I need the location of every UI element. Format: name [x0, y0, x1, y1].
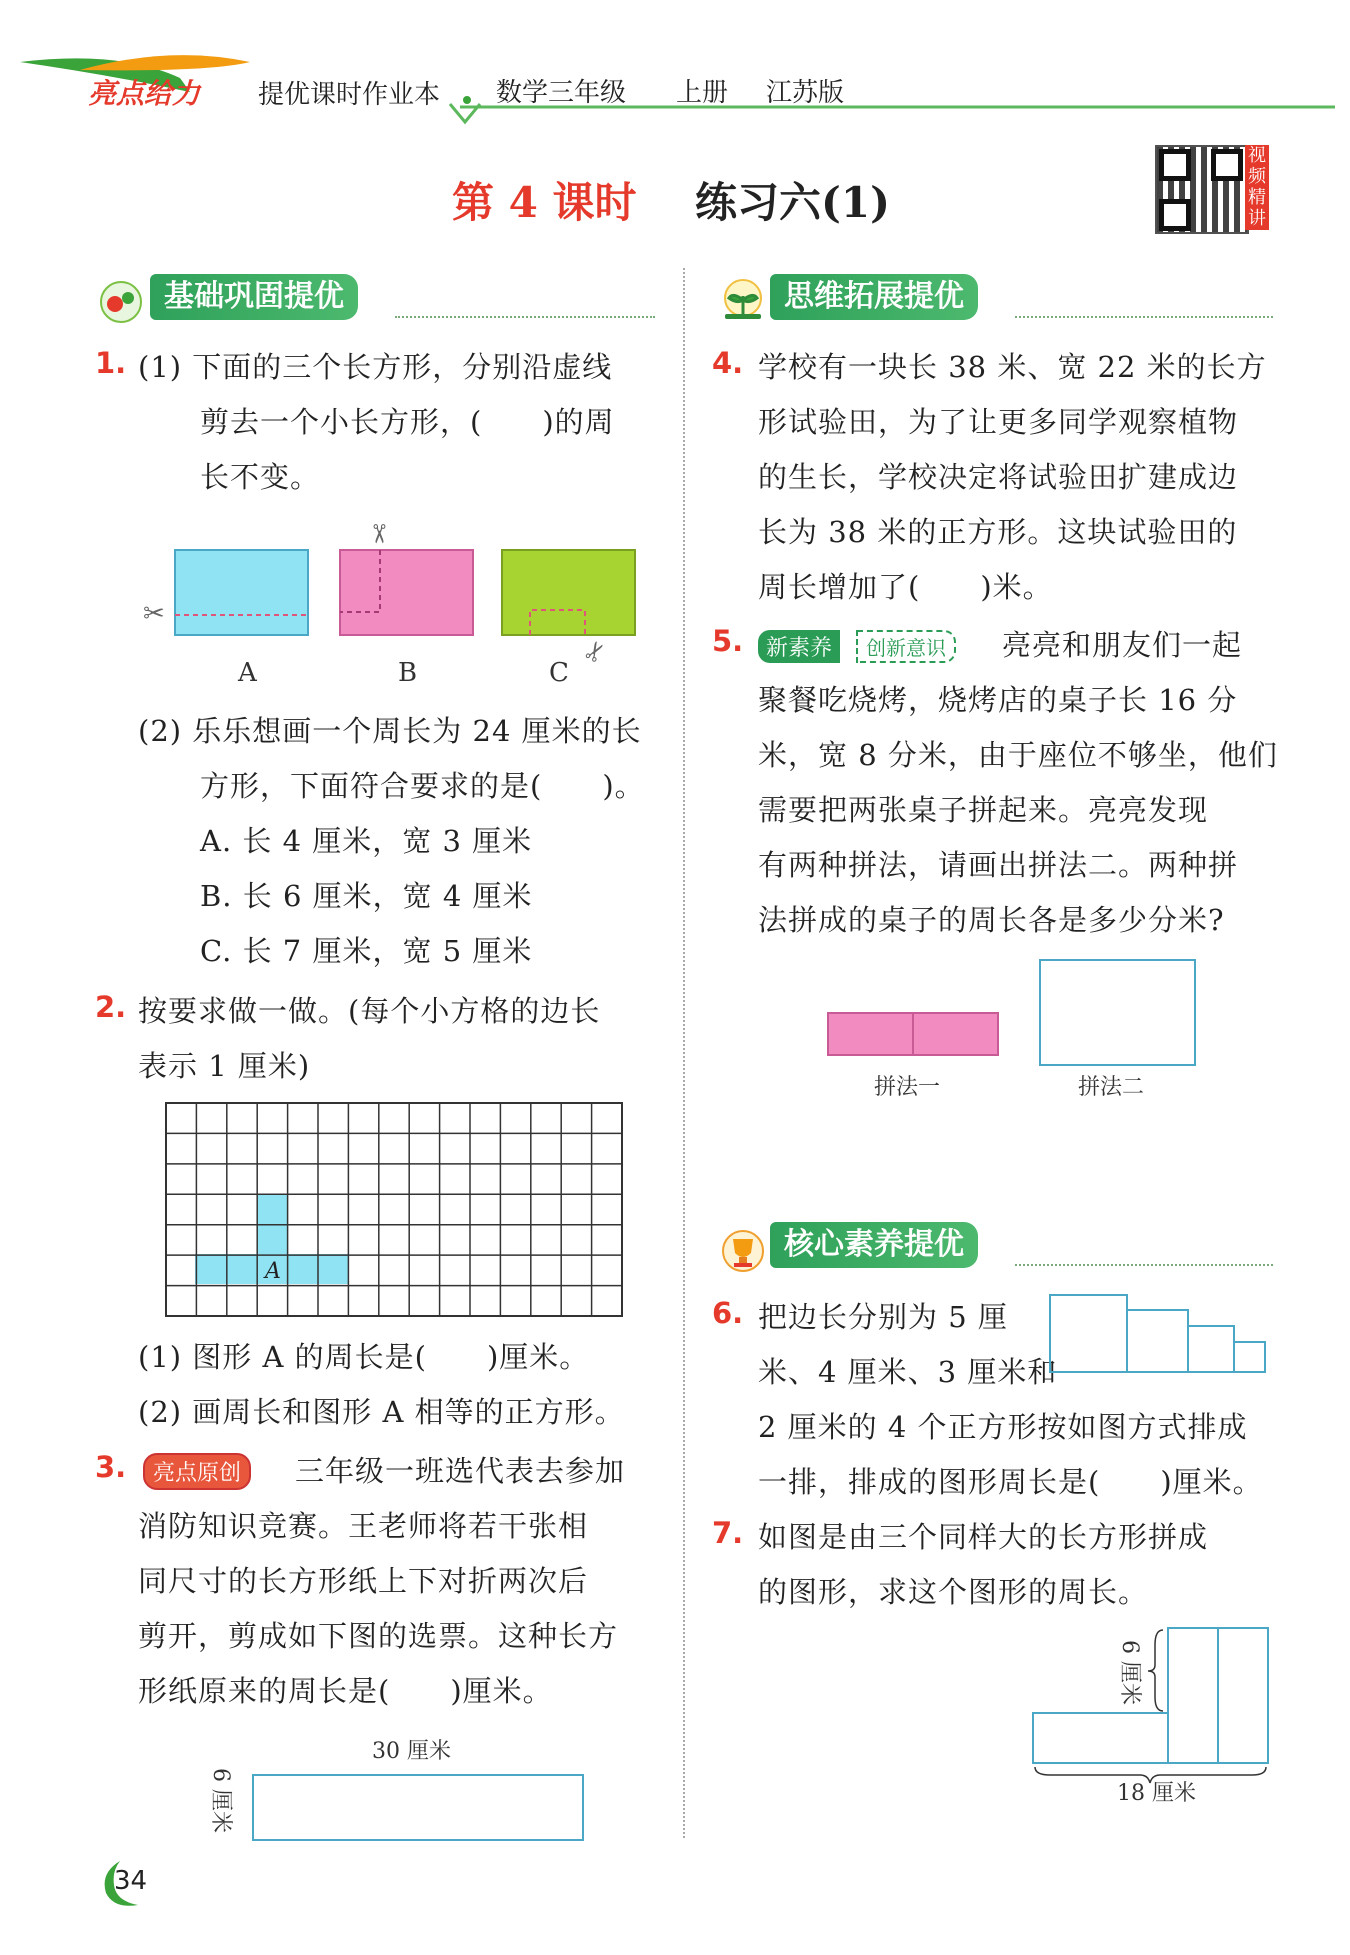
- rect-vertical-1: [1168, 1628, 1218, 1763]
- q1-option-c[interactable]: C. 长 7 厘米，宽 5 厘米: [200, 934, 533, 968]
- q4-line2: 形试验田，为了让更多同学观察植物: [758, 405, 1239, 439]
- q6-line1: 把边长分别为 5 厘: [758, 1300, 1008, 1334]
- q5-innovation-tag: 创新意识: [856, 630, 956, 663]
- label-b: B: [398, 658, 418, 688]
- page-title: 练习六(1): [695, 178, 890, 227]
- gear-icon: [95, 276, 147, 324]
- q1-part1-line2: 剪去一个小长方形，( )的周: [200, 405, 615, 439]
- table-1: [828, 1013, 913, 1055]
- section-basic-underline: [395, 316, 655, 318]
- q2-line1: 按要求做一做。(每个小方格的边长: [138, 994, 601, 1028]
- rect-horizontal: [1033, 1713, 1168, 1763]
- q1-part2-line1: (2) 乐乐想画一个周长为 24 厘米的长: [138, 714, 642, 748]
- q1-option-b[interactable]: B. 长 6 厘米，宽 4 厘米: [200, 879, 533, 913]
- q6-number: 6.: [712, 1296, 744, 1330]
- header-brand: 亮点给力: [88, 77, 201, 110]
- section-thinking-title: 思维拓展提优: [770, 274, 978, 320]
- q4-line4: 长为 38 米的正方形。这块试验田的: [758, 515, 1238, 549]
- q5-number: 5.: [712, 624, 744, 658]
- q5-caption-1: 拼法一: [874, 1075, 941, 1100]
- square-5: [1050, 1295, 1127, 1372]
- q5-line6: 法拼成的桌子的周长各是多少分米?: [758, 903, 1225, 937]
- q2-number: 2.: [95, 990, 127, 1024]
- rect-b: [340, 550, 473, 635]
- q3-height-label: 6 厘米: [208, 1768, 233, 1833]
- q4-line3: 的生长，学校决定将试验田扩建成边: [758, 460, 1239, 494]
- q3-line4: 剪开，剪成如下图的选票。这种长方: [138, 1619, 619, 1653]
- header-bar: [0, 0, 1350, 130]
- qr-video-label: 视频精讲: [1245, 145, 1269, 230]
- q4-line1: 学校有一块长 38 米、宽 22 米的长方: [758, 350, 1267, 384]
- square-4: [1127, 1310, 1188, 1372]
- q6-squares-figure: [1048, 1292, 1274, 1376]
- scissors-a-icon: ✂: [143, 599, 165, 629]
- q5-caption-2: 拼法二: [1078, 1075, 1145, 1100]
- section-core-title: 核心素养提优: [770, 1222, 978, 1268]
- q7-rectangles-figure: [1030, 1625, 1275, 1795]
- q6-line2: 米、4 厘米、3 厘米和: [758, 1355, 1058, 1389]
- rect-a: [175, 550, 308, 635]
- q7-line1: 如图是由三个同样大的长方形拼成: [758, 1520, 1209, 1554]
- page-number: 34: [114, 1866, 148, 1896]
- qr-finder-2: [1211, 149, 1243, 181]
- q3-line3: 同尺寸的长方形纸上下对折两次后: [138, 1564, 589, 1598]
- column-divider: [683, 268, 685, 1838]
- rect-vertical-2: [1218, 1628, 1268, 1763]
- q7-line2: 的图形，求这个图形的周长。: [758, 1575, 1149, 1609]
- header-edition: 江苏版: [766, 78, 845, 108]
- scissors-b-icon: ✂: [363, 523, 393, 545]
- q2-line2: 表示 1 厘米): [138, 1049, 311, 1083]
- q3-line1: 三年级一班选代表去参加: [295, 1454, 626, 1488]
- q1-part2-line2: 方形，下面符合要求的是( )。: [200, 769, 645, 803]
- shape-a-label: A: [265, 1259, 281, 1284]
- rect-c: [502, 550, 635, 635]
- label-c: C: [549, 658, 569, 688]
- header-series: 提优课时作业本: [258, 80, 441, 110]
- section-basic-title: 基础巩固提优: [150, 274, 358, 320]
- q5-tables-figure: [825, 955, 1205, 1075]
- q5-line5: 有两种拼法，请画出拼法二。两种拼: [758, 848, 1239, 882]
- grid-border: [166, 1103, 622, 1316]
- q4-line5: 周长增加了( )米。: [758, 570, 1053, 604]
- method2-box: [1040, 960, 1195, 1065]
- q7-number: 7.: [712, 1516, 744, 1550]
- lesson-number: 第 4 课时: [452, 178, 637, 227]
- q4-number: 4.: [712, 346, 744, 380]
- section-thinking-underline: [1015, 316, 1273, 318]
- q1-part1-line1: (1) 下面的三个长方形，分别沿虚线: [138, 350, 613, 384]
- q3-line5: 形纸原来的周长是( )厘米。: [138, 1674, 553, 1708]
- q3-original-tag: 亮点原创: [143, 1453, 251, 1490]
- sprout-icon: [715, 274, 771, 324]
- q6-line3: 2 厘米的 4 个正方形按如图方式排成: [758, 1410, 1248, 1444]
- q2-sub1: (1) 图形 A 的周长是( )厘米。: [138, 1340, 590, 1374]
- q5-line4: 需要把两张桌子拼起来。亮亮发现: [758, 793, 1209, 827]
- q3-line2: 消防知识竞赛。王老师将若干张相: [138, 1509, 589, 1543]
- q3-width-label: 30 厘米: [372, 1739, 451, 1764]
- q1-option-a[interactable]: A. 长 4 厘米，宽 3 厘米: [200, 824, 533, 858]
- q6-line4: 一排，排成的图形周长是( )厘米。: [758, 1465, 1263, 1499]
- q5-line2: 聚餐吃烧烤，烧烤店的桌子长 16 分: [758, 683, 1238, 717]
- square-2: [1234, 1342, 1265, 1372]
- q5-new-literacy-tag: 新素养: [758, 630, 840, 663]
- q1-number: 1.: [95, 346, 127, 380]
- q7-height-label: 6 厘米: [1117, 1640, 1142, 1705]
- qr-finder-3: [1159, 199, 1191, 231]
- table-2: [913, 1013, 998, 1055]
- q5-line3: 米，宽 8 分米，由于座位不够坐，他们: [758, 738, 1278, 772]
- section-core-underline: [1015, 1264, 1273, 1266]
- q3-number: 3.: [95, 1450, 127, 1484]
- q2-grid-figure: [165, 1102, 625, 1320]
- q1-rectangles-figure: [135, 510, 655, 670]
- q3-ballot-rect: [252, 1774, 584, 1841]
- label-a: A: [238, 658, 257, 688]
- scissors-c-icon: ✂: [577, 635, 615, 669]
- qr-finder-1: [1159, 149, 1191, 181]
- trophy-icon: [715, 1225, 771, 1275]
- q2-sub2: (2) 画周长和图形 A 相等的正方形。: [138, 1395, 625, 1429]
- q7-width-label: 18 厘米: [1117, 1781, 1196, 1806]
- height-brace: [1148, 1630, 1163, 1711]
- q5-line1: 亮亮和朋友们一起: [1002, 628, 1243, 662]
- q1-part1-line3: 长不变。: [200, 460, 321, 494]
- header-subject: 数学三年级: [496, 78, 627, 108]
- header-swoosh: [0, 0, 1350, 130]
- header-volume: 上册: [676, 78, 729, 108]
- square-3: [1188, 1326, 1234, 1372]
